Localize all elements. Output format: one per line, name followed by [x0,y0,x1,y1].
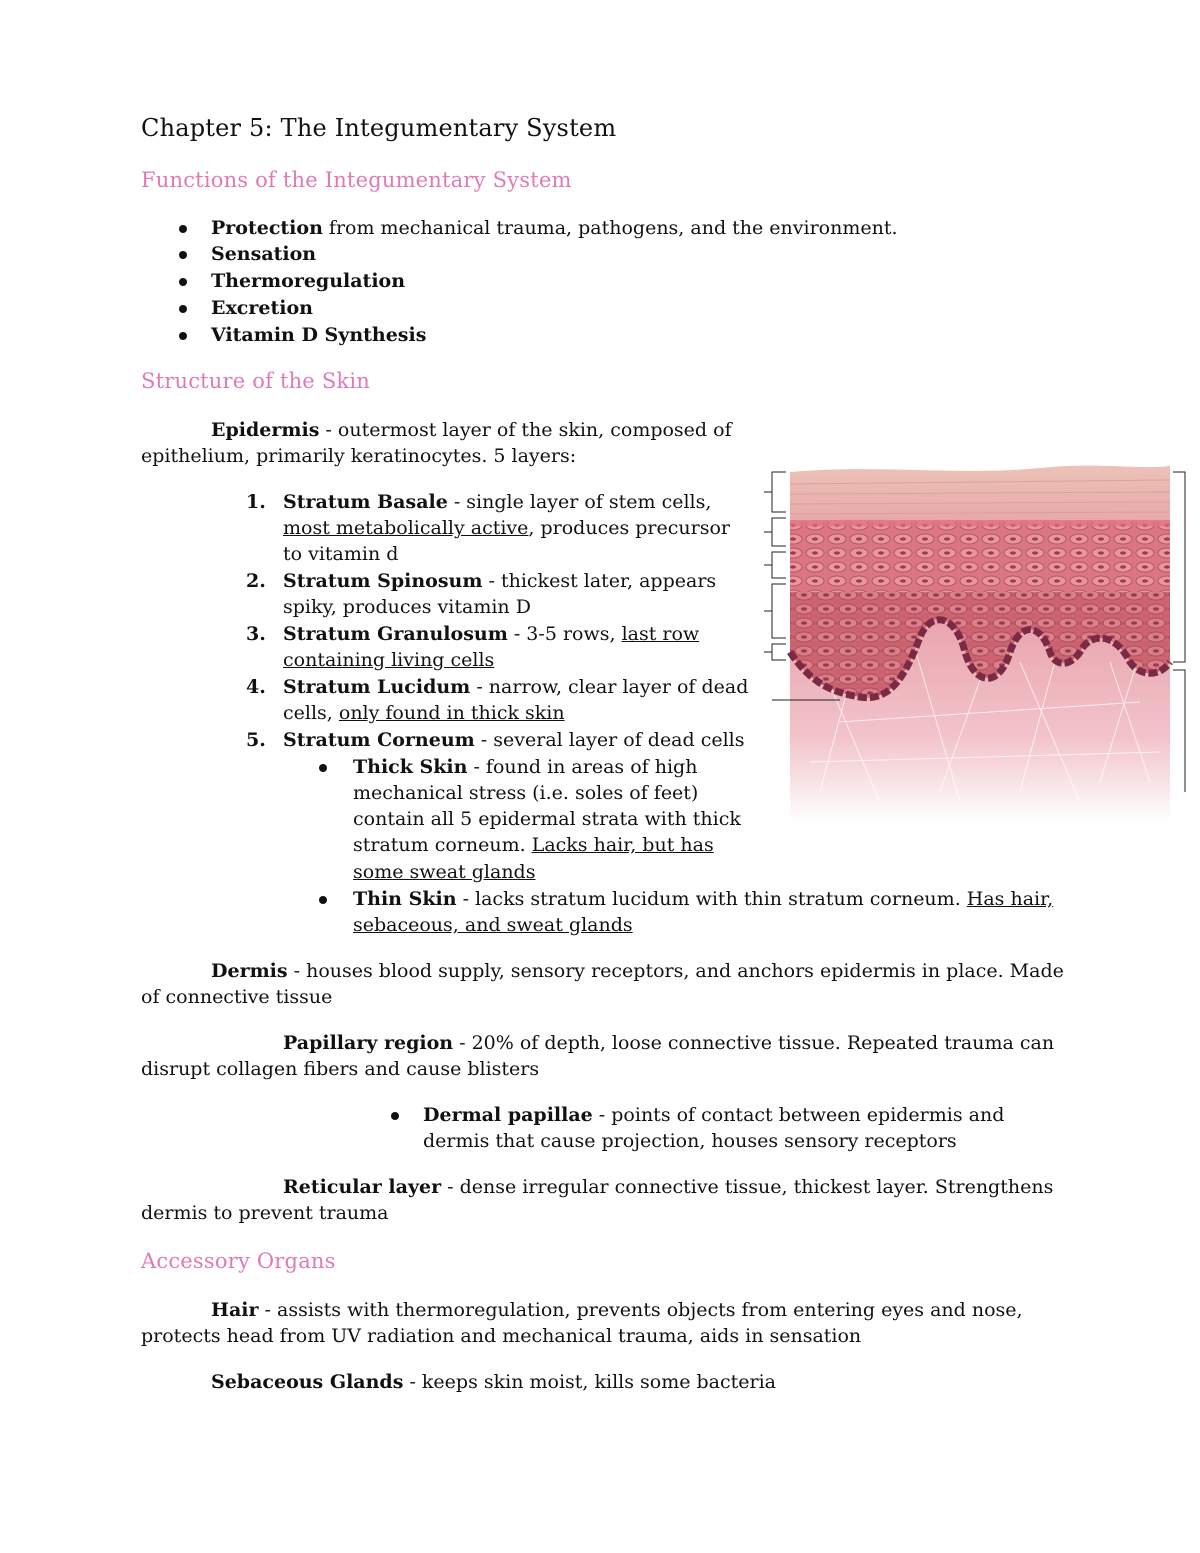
thick-skin-line1: Thick Skin - found in areas of high [353,756,698,778]
bullet-icon [319,896,327,904]
thin-skin-line1: Thin Skin - lacks stratum lucidum with thin stratum corneum. Has hair, [353,888,1054,910]
dermis-line1: Dermis - houses blood supply, sensory receptors, and anchors epidermis in place. Made [211,960,1064,982]
list-number: 3. [246,623,266,645]
list-item: Excretion [211,297,313,319]
stratum-basale-line3: to vitamin d [283,543,399,565]
stratum-spinosum: Stratum Spinosum - thickest later, appears [283,570,717,592]
stratum-basale: Stratum Basale - single layer of stem cells, [283,491,712,513]
stratum-corneum: Stratum Corneum - several layer of dead cells [283,729,745,751]
list-number: 1. [246,491,266,513]
epidermis-line2: epithelium, primarily keratinocytes. 5 layers: [141,445,577,467]
list-item: Protection from mechanical trauma, pathogens, and the environment. [211,217,898,239]
list-item: Thermoregulation [211,270,406,292]
epidermis-line1: Epidermis - outermost layer of the skin, composed of [211,419,732,441]
bullet-icon [179,332,187,340]
list-number: 2. [246,570,266,592]
list-number: 4. [246,676,266,698]
stratum-granulosum-line2: containing living cells [283,649,495,671]
stratum-spinosum-line2: spiky, produces vitamin D [283,596,531,618]
dermis-line2: of connective tissue [141,986,333,1008]
accessory-heading: Accessory Organs [141,1249,336,1273]
hair-line1: Hair - assists with thermoregulation, prevents objects from entering eyes and nose, [211,1299,1023,1321]
sebaceous-line1: Sebaceous Glands - keeps skin moist, kills some bacteria [211,1371,777,1393]
bullet-icon [179,225,187,233]
thick-skin-line2: mechanical stress (i.e. soles of feet) [353,782,699,804]
page-title: Chapter 5: The Integumentary System [141,114,617,142]
stratum-basale-line2: most metabolically active, produces precursor [283,517,730,539]
stratum-lucidum: Stratum Lucidum - narrow, clear layer of dead [283,676,749,698]
list-number: 5. [246,729,266,751]
bullet-icon [179,305,187,313]
dermal-papillae-line1: Dermal papillae - points of contact between epidermis and [423,1104,1005,1126]
reticular-line2: dermis to prevent trauma [141,1202,389,1224]
hair-line2: protects head from UV radiation and mechanical trauma, aids in sensation [141,1325,862,1347]
bullet-icon [179,278,187,286]
bullet-icon [391,1112,399,1120]
list-item: Sensation [211,243,317,265]
dermal-papillae-line2: dermis that cause projection, houses sensory receptors [423,1130,957,1152]
reticular-line1: Reticular layer - dense irregular connective tissue, thickest layer. Strengthens [283,1176,1054,1198]
list-item: Vitamin D Synthesis [211,324,427,346]
papillary-line2: disrupt collagen fibers and cause blisters [141,1058,540,1080]
thin-skin-line2: sebaceous, and sweat glands [353,914,633,936]
thick-skin-line3: contain all 5 epidermal strata with thick [353,808,741,830]
structure-heading: Structure of the Skin [141,369,370,393]
bullet-icon [179,251,187,259]
bullet-icon [319,764,327,772]
stratum-granulosum: Stratum Granulosum - 3-5 rows, last row [283,623,700,645]
papillary-line1: Papillary region - 20% of depth, loose connective tissue. Repeated trauma can [283,1032,1055,1054]
functions-heading: Functions of the Integumentary System [141,168,572,192]
skin-layers-illustration-icon [760,462,1200,822]
thick-skin-line4: stratum corneum. Lacks hair, but has [353,834,714,856]
thick-skin-line5: some sweat glands [353,861,536,883]
stratum-lucidum-line2: cells, only found in thick skin [283,702,565,724]
